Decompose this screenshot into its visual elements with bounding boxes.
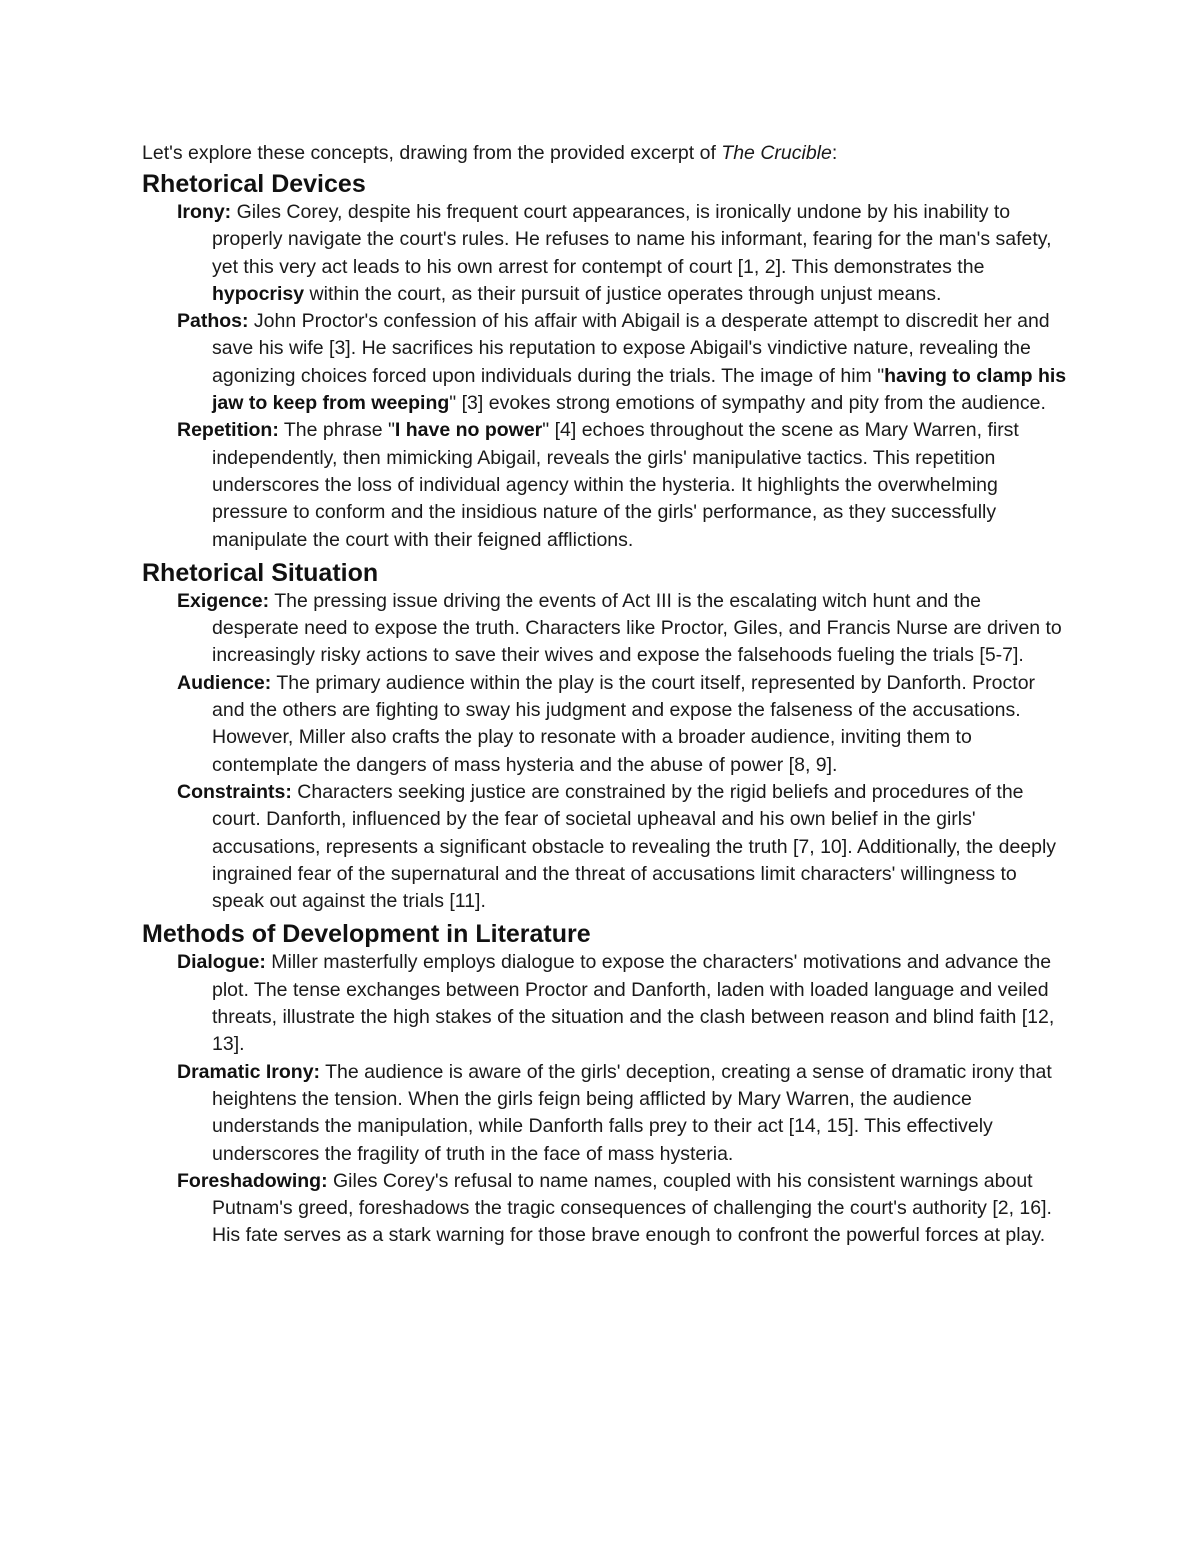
- item-term: Dramatic Irony:: [177, 1060, 321, 1083]
- item-term: Pathos:: [177, 310, 249, 333]
- item-text: The audience is aware of the girls' deception, creating a sense of dramatic irony that heightens the tension. When the girls feign being afflicted by Mary Warren, the audience understands the manipulation, while Danforth falls prey to their act [14, 15]. This effectively underscores the fragility of truth in the face of mass hysteria.: [212, 1060, 1052, 1165]
- intro-text: Let's explore these concepts, drawing from the provided excerpt of: [142, 142, 722, 164]
- list-item: [177, 417, 1072, 553]
- section-heading: Methods of Development in Literature: [142, 920, 591, 949]
- item-term: Audience:: [177, 671, 272, 694]
- item-text: " [4] echoes throughout the scene as Mary Warren, first independently, then mimicking Abigail, reveals the girls' manipulative tactics. This repetition underscores the loss of individual agency within the hysteria. It highlights the overwhelming pressure to conform and the insidious nature of the girls' performance, as they successfully manipulate the court with their feigned afflictions.: [212, 419, 1019, 551]
- list-item: [177, 949, 1072, 1058]
- list-item: [177, 199, 1072, 308]
- list-item: [177, 779, 1072, 915]
- list-item: [177, 1059, 1072, 1168]
- item-emphasis: I have no power: [394, 419, 543, 442]
- intro-paragraph: [142, 140, 1072, 167]
- item-term: Repetition:: [177, 419, 279, 442]
- item-text: Characters seeking justice are constrained by the rigid beliefs and procedures of the court. Danforth, influenced by the fear of societal upheaval and his own belief in the girls' accusations, represents a significant obstacle to revealing the truth [7, 10]. Additionally, the deeply ingrained fear of the supernatural and the threat of accusations limit characters' willingness to speak out against the trials [11].: [212, 780, 1057, 913]
- list-item: [177, 588, 1072, 670]
- item-term: Foreshadowing:: [177, 1169, 328, 1192]
- item-text: John Proctor's confession of his affair with Abigail is a desperate attempt to discredit her and save his wife [3]. He sacrifices his reputation to expose Abigail's vindictive nature, revealing the agonizing choices forced upon individuals during the trials. The image of him ": [212, 310, 1050, 387]
- list-item: [177, 670, 1072, 779]
- item-text: Giles Corey, despite his frequent court appearances, is ironically undone by his inability to properly navigate the court's rules. He refuses to name his informant, fearing for the man's safety, yet this very act leads to his own arrest for contempt of court [1, 2]. This demonstrates the: [212, 201, 1052, 278]
- document-page: [142, 140, 1072, 1250]
- item-text: " [3] evokes strong emotions of sympathy and pity from the audience.: [449, 392, 1046, 415]
- item-text: Giles Corey's refusal to name names, coupled with his consistent warnings about Putnam's greed, foreshadows the tragic consequences of challenging the court's authority [2, 16]. His fate serves as a stark warning for those brave enough to confront the powerful forces at play.: [212, 1169, 1052, 1247]
- item-text: The pressing issue driving the events of Act III is the escalating witch hunt and the desperate need to expose the truth. Characters like Proctor, Giles, and Francis Nurse are driven to increasingly risky actions to save their wives and expose the falsehoods fueling the trials [5-7].: [212, 589, 1062, 667]
- item-emphasis: hypocrisy: [212, 282, 305, 305]
- item-term: Irony:: [177, 201, 232, 223]
- item-emphasis: having to clamp his jaw to keep from weeping: [212, 364, 1067, 415]
- section-heading: Rhetorical Devices: [142, 170, 366, 198]
- item-text: The phrase ": [278, 419, 395, 442]
- item-term: Constraints:: [177, 780, 292, 803]
- intro-suffix: :: [831, 142, 838, 164]
- item-term: Exigence:: [177, 589, 270, 612]
- list-item: [177, 308, 1072, 417]
- item-text: Miller masterfully employs dialogue to expose the characters' motivations and advance the plot. The tense exchanges between Proctor and Danforth, laden with loaded language and veiled threats, illustrate the high stakes of the situation and the clash between reason and blind faith [12, 13].: [212, 951, 1055, 1056]
- section-methods-of-development: [142, 919, 1072, 1249]
- intro-title: The Crucible: [721, 142, 832, 164]
- item-text: The primary audience within the play is the court itself, represented by Danforth. Proctor and the others are fighting to sway his judgment and expose the falseness of the accusations. However, Miller also crafts the play to resonate with a broader audience, inviting them to contemplate the dangers of mass hysteria and the abuse of power [8, 9].: [212, 671, 1036, 776]
- section-heading: Rhetorical Situation: [142, 558, 379, 587]
- item-text: within the court, as their pursuit of justice operates through unjust means.: [304, 282, 942, 305]
- section-rhetorical-situation: [142, 558, 1072, 916]
- list-item: [177, 1168, 1072, 1250]
- section-rhetorical-devices: [142, 169, 1072, 554]
- item-term: Dialogue:: [177, 951, 266, 974]
